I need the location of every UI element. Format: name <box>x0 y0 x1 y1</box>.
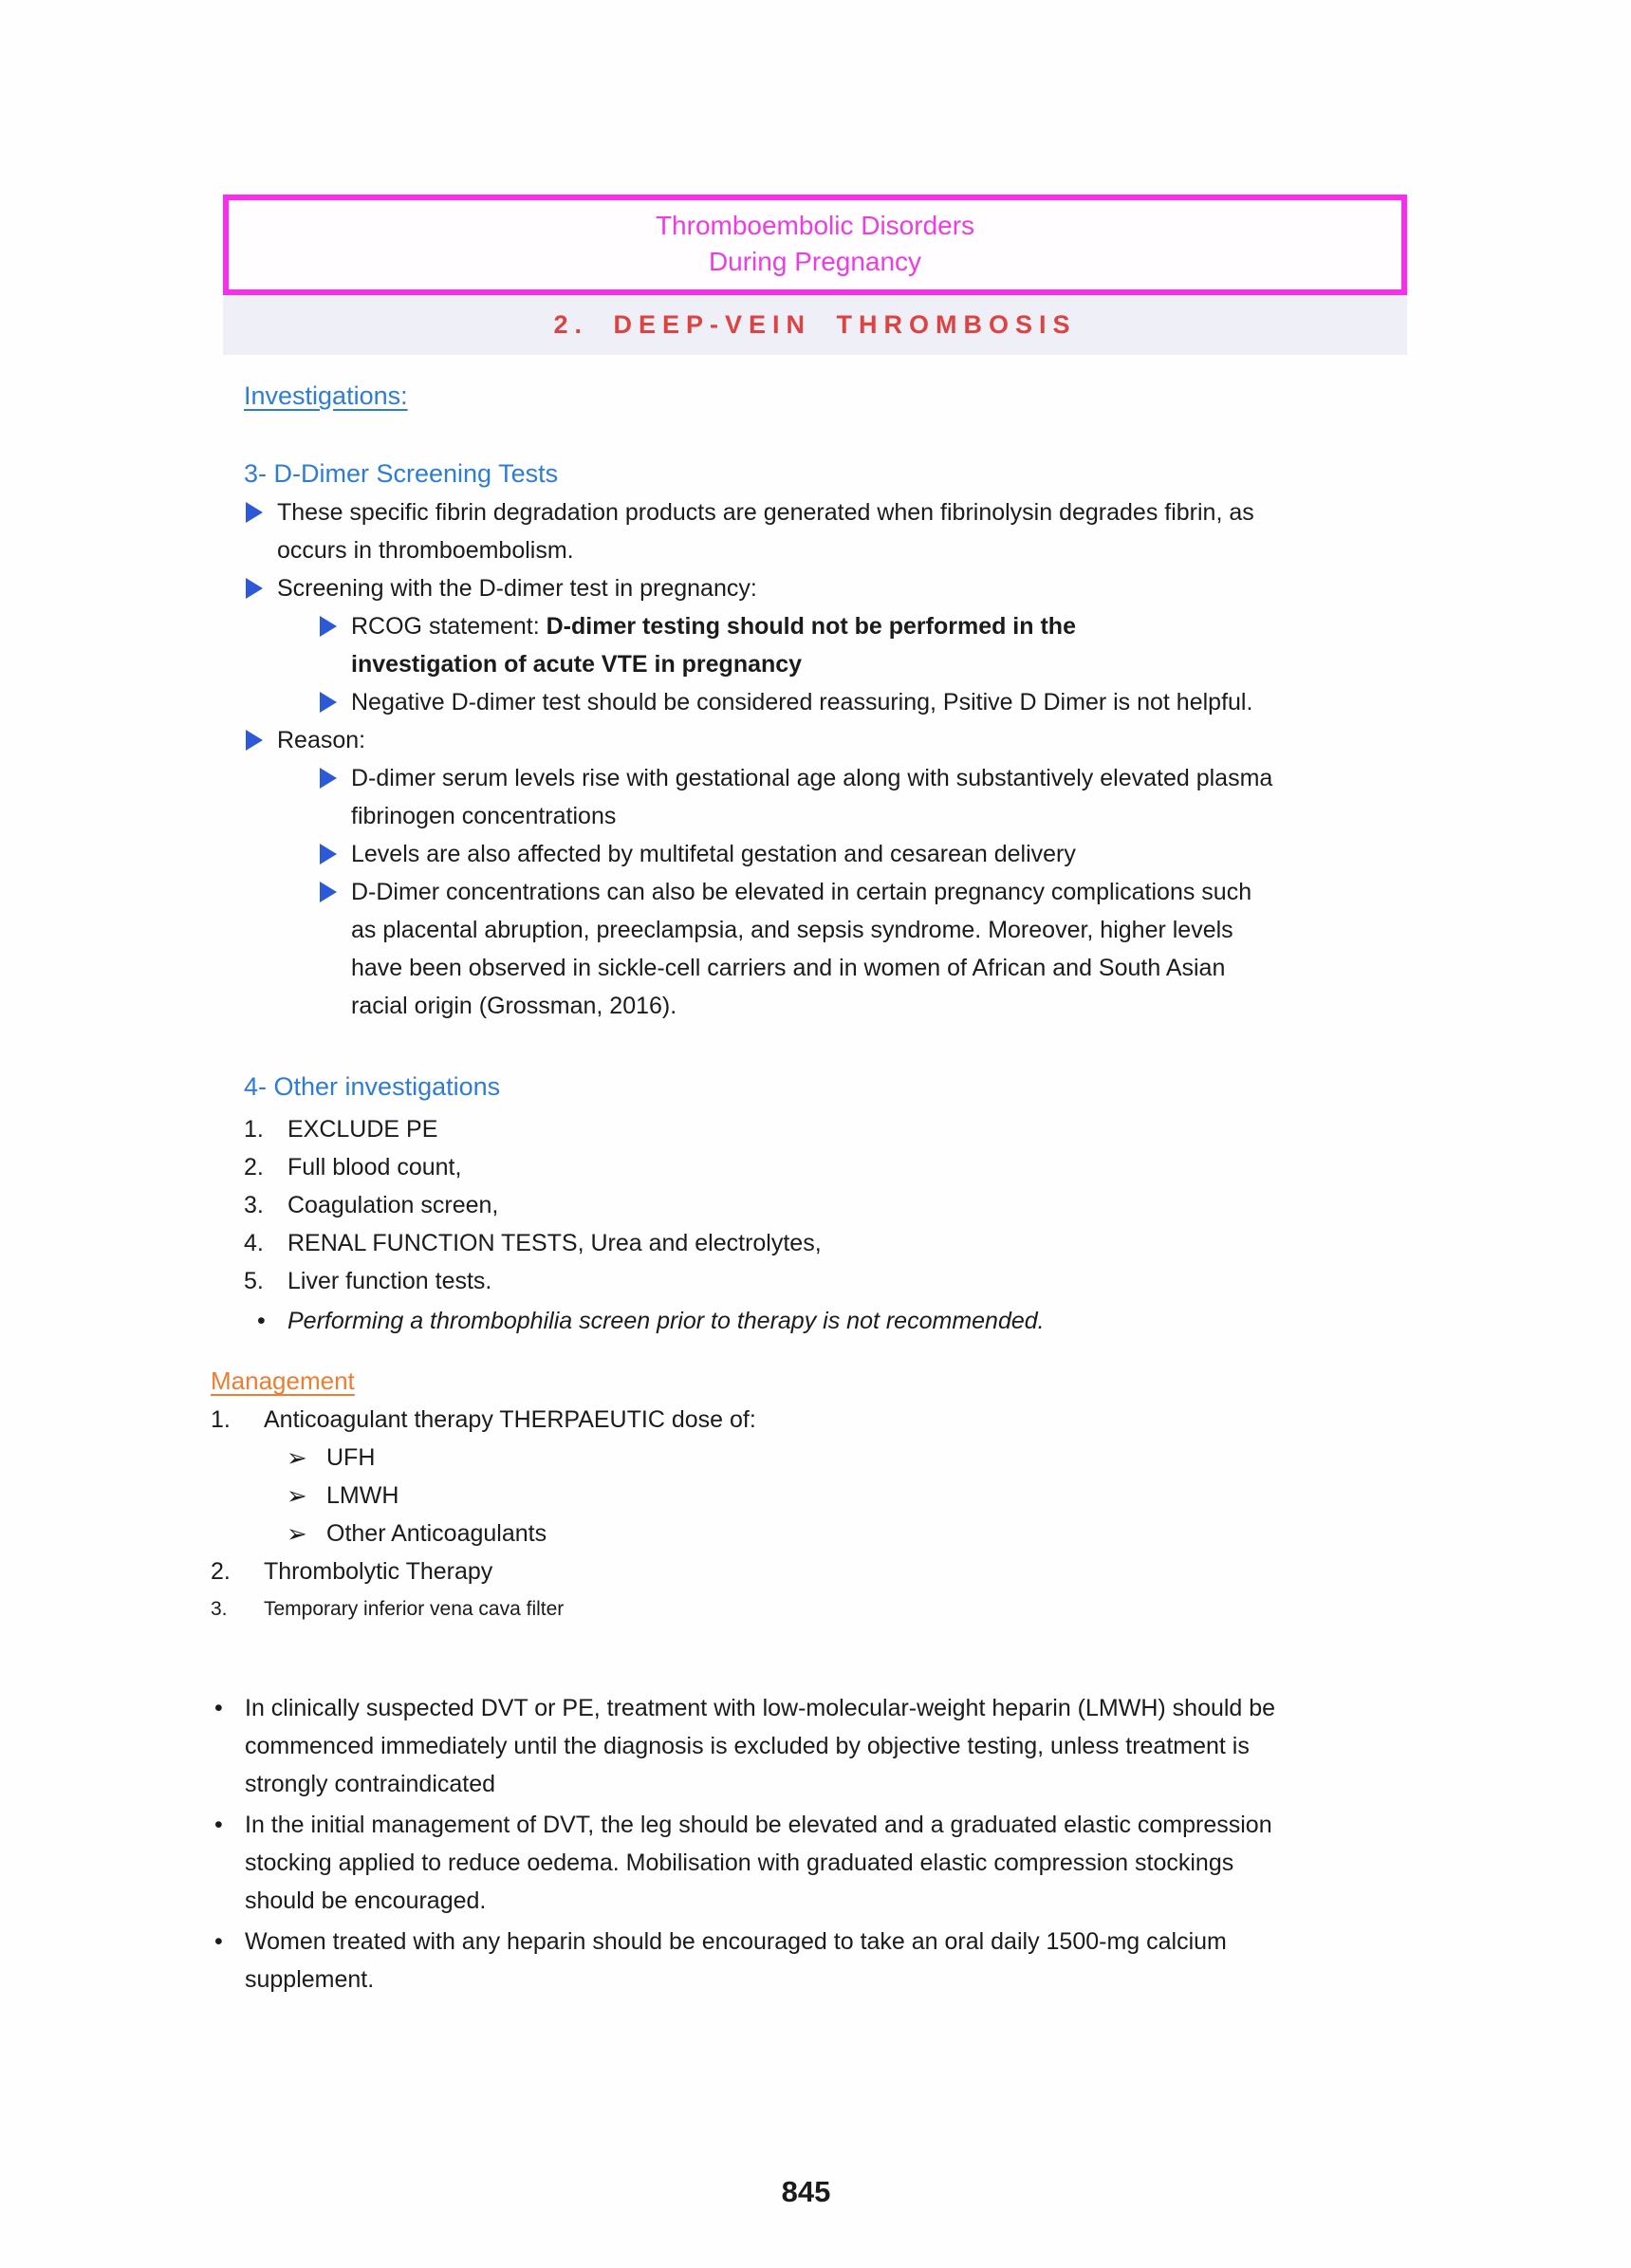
page-number: 845 <box>781 2175 831 2208</box>
list-item-number: 4. <box>244 1230 264 1256</box>
management-heading: Management <box>211 1366 355 1395</box>
list-item-number: 2. <box>244 1154 264 1180</box>
doc-title-line-1: Thromboembolic Disorders <box>655 211 975 240</box>
triangle-bullet-icon <box>246 578 263 599</box>
management-item-3 <box>211 1590 1414 1628</box>
bullet-text: Levels are also affected by multifetal gestation and cesarean delivery <box>351 841 1076 867</box>
triangle-bullet-icon <box>320 882 337 902</box>
list-item-text: Thrombolytic Therapy <box>264 1558 493 1585</box>
option-label: UFH <box>326 1444 376 1471</box>
list-item-text: EXCLUDE PE <box>287 1116 438 1143</box>
title-box <box>223 195 1407 295</box>
bullet-item <box>318 873 1414 1025</box>
bullet-text <box>351 607 1186 683</box>
dot-bullet-icon: • <box>214 1928 223 1955</box>
arrowhead-bullet-icon: ➢ <box>287 1481 307 1510</box>
bullet-text: D-Dimer concentrations can also be elevated in certain pregnancy complications such as placental abruption, preeclampsia, and sepsis syndrome. Moreover, higher levels have been observed in sickle-cell carriers and in women of African and South Asian racial origin (Grossman, 2016). <box>351 879 1252 1019</box>
triangle-bullet-icon <box>320 844 337 864</box>
bullet-text: Negative D-dimer test should be considered reassuring, Psitive D Dimer is not helpful. <box>351 689 1253 716</box>
bullet-text: D-dimer serum levels rise with gestational age along with substantively elevated plasma fibrinogen concentrations <box>351 765 1273 829</box>
list-item-text: Coagulation screen, <box>287 1192 499 1218</box>
list-item-text: Anticoagulant therapy THERPAEUTIC dose of: <box>264 1406 756 1433</box>
arrowhead-bullet-icon: ➢ <box>287 1519 307 1548</box>
investigations-heading: Investigations: <box>244 381 408 410</box>
investigations-section <box>244 376 1414 1340</box>
management-item-2 <box>211 1552 1414 1590</box>
note-text: In clinically suspected DVT or PE, treatment with low-molecular-weight heparin (LMWH) should be commenced immediately until the diagnosis is excluded by objective testing, unless treatment is strongly contraindicated <box>245 1695 1276 1797</box>
bullet-text: Screening with the D-dimer test in pregnancy: <box>277 575 757 602</box>
section-heading-band <box>223 297 1407 355</box>
rcog-statement-bold: D-dimer testing should not be performed in the investigation of acute VTE in pregnancy <box>351 613 1076 678</box>
d-dimer-heading: 3- D-Dimer Screening Tests <box>244 459 559 488</box>
bullet-item <box>318 759 1414 835</box>
bullet-item <box>318 835 1414 873</box>
list-item-number: 3. <box>244 1192 264 1218</box>
note-text: Performing a thrombophilia screen prior to therapy is not recommended. <box>287 1308 1045 1334</box>
bullet-item <box>318 607 1414 683</box>
bullet-text: Reason: <box>277 727 366 753</box>
rcog-statement-prefix: RCOG statement: <box>351 613 547 640</box>
list-item-number: 1. <box>211 1406 231 1433</box>
thrombophilia-note <box>244 1302 1414 1340</box>
note-item <box>211 1806 1414 1920</box>
dot-bullet-icon: • <box>214 1695 223 1721</box>
management-section <box>211 1361 1414 1628</box>
triangle-bullet-icon <box>320 768 337 789</box>
bullet-item <box>318 683 1414 721</box>
other-investigations-list <box>244 1110 1414 1300</box>
list-item-text: Temporary inferior vena cava filter <box>264 1598 565 1620</box>
list-item <box>244 1148 1414 1186</box>
list-item <box>244 1262 1414 1300</box>
list-item <box>244 1224 1414 1262</box>
triangle-bullet-icon <box>320 692 337 713</box>
list-item-number: 3. <box>211 1598 228 1620</box>
section-heading: 2. DEEP-VEIN THROMBOSIS <box>553 310 1077 339</box>
list-item <box>244 1186 1414 1224</box>
list-item <box>244 1110 1414 1148</box>
list-item-text: Full blood count, <box>287 1154 462 1180</box>
list-item-number: 5. <box>244 1268 264 1294</box>
triangle-bullet-icon <box>246 502 263 523</box>
list-item-text: RENAL FUNCTION TESTS, Urea and electrolytes, <box>287 1230 822 1256</box>
bullet-text: These specific fibrin degradation products are generated when fibrinolysin degrades fibrin, as occurs in thromboembolism. <box>277 499 1254 564</box>
triangle-bullet-icon <box>246 730 263 751</box>
management-item-1 <box>211 1401 1414 1439</box>
doc-title-line-2: During Pregnancy <box>708 247 922 276</box>
option-label: LMWH <box>326 1482 399 1509</box>
arrowhead-bullet-icon: ➢ <box>287 1443 307 1472</box>
dot-bullet-icon: • <box>257 1308 266 1334</box>
list-item-number: 2. <box>211 1558 231 1585</box>
list-item-text: Liver function tests. <box>287 1268 492 1294</box>
list-item-number: 1. <box>244 1116 264 1143</box>
bullet-item <box>244 493 1414 569</box>
bullet-item <box>244 721 1414 759</box>
dot-bullet-icon: • <box>214 1812 223 1838</box>
note-text: Women treated with any heparin should be encouraged to take an oral daily 1500-mg calcium supplement. <box>245 1928 1227 1993</box>
note-item <box>211 1923 1414 1998</box>
treatment-notes <box>211 1689 1414 1998</box>
bullet-item <box>244 569 1414 607</box>
anticoagulant-option <box>287 1477 1414 1515</box>
note-item <box>211 1689 1414 1803</box>
option-label: Other Anticoagulants <box>326 1520 547 1547</box>
note-text: In the initial management of DVT, the leg should be elevated and a graduated elastic compression stocking applied to reduce oedema. Mobilisation with graduated elastic compression stockings should be encouraged. <box>245 1812 1272 1914</box>
anticoagulant-option <box>287 1515 1414 1552</box>
other-investigations-heading: 4- Other investigations <box>244 1072 501 1101</box>
anticoagulant-option <box>287 1439 1414 1477</box>
triangle-bullet-icon <box>320 616 337 637</box>
